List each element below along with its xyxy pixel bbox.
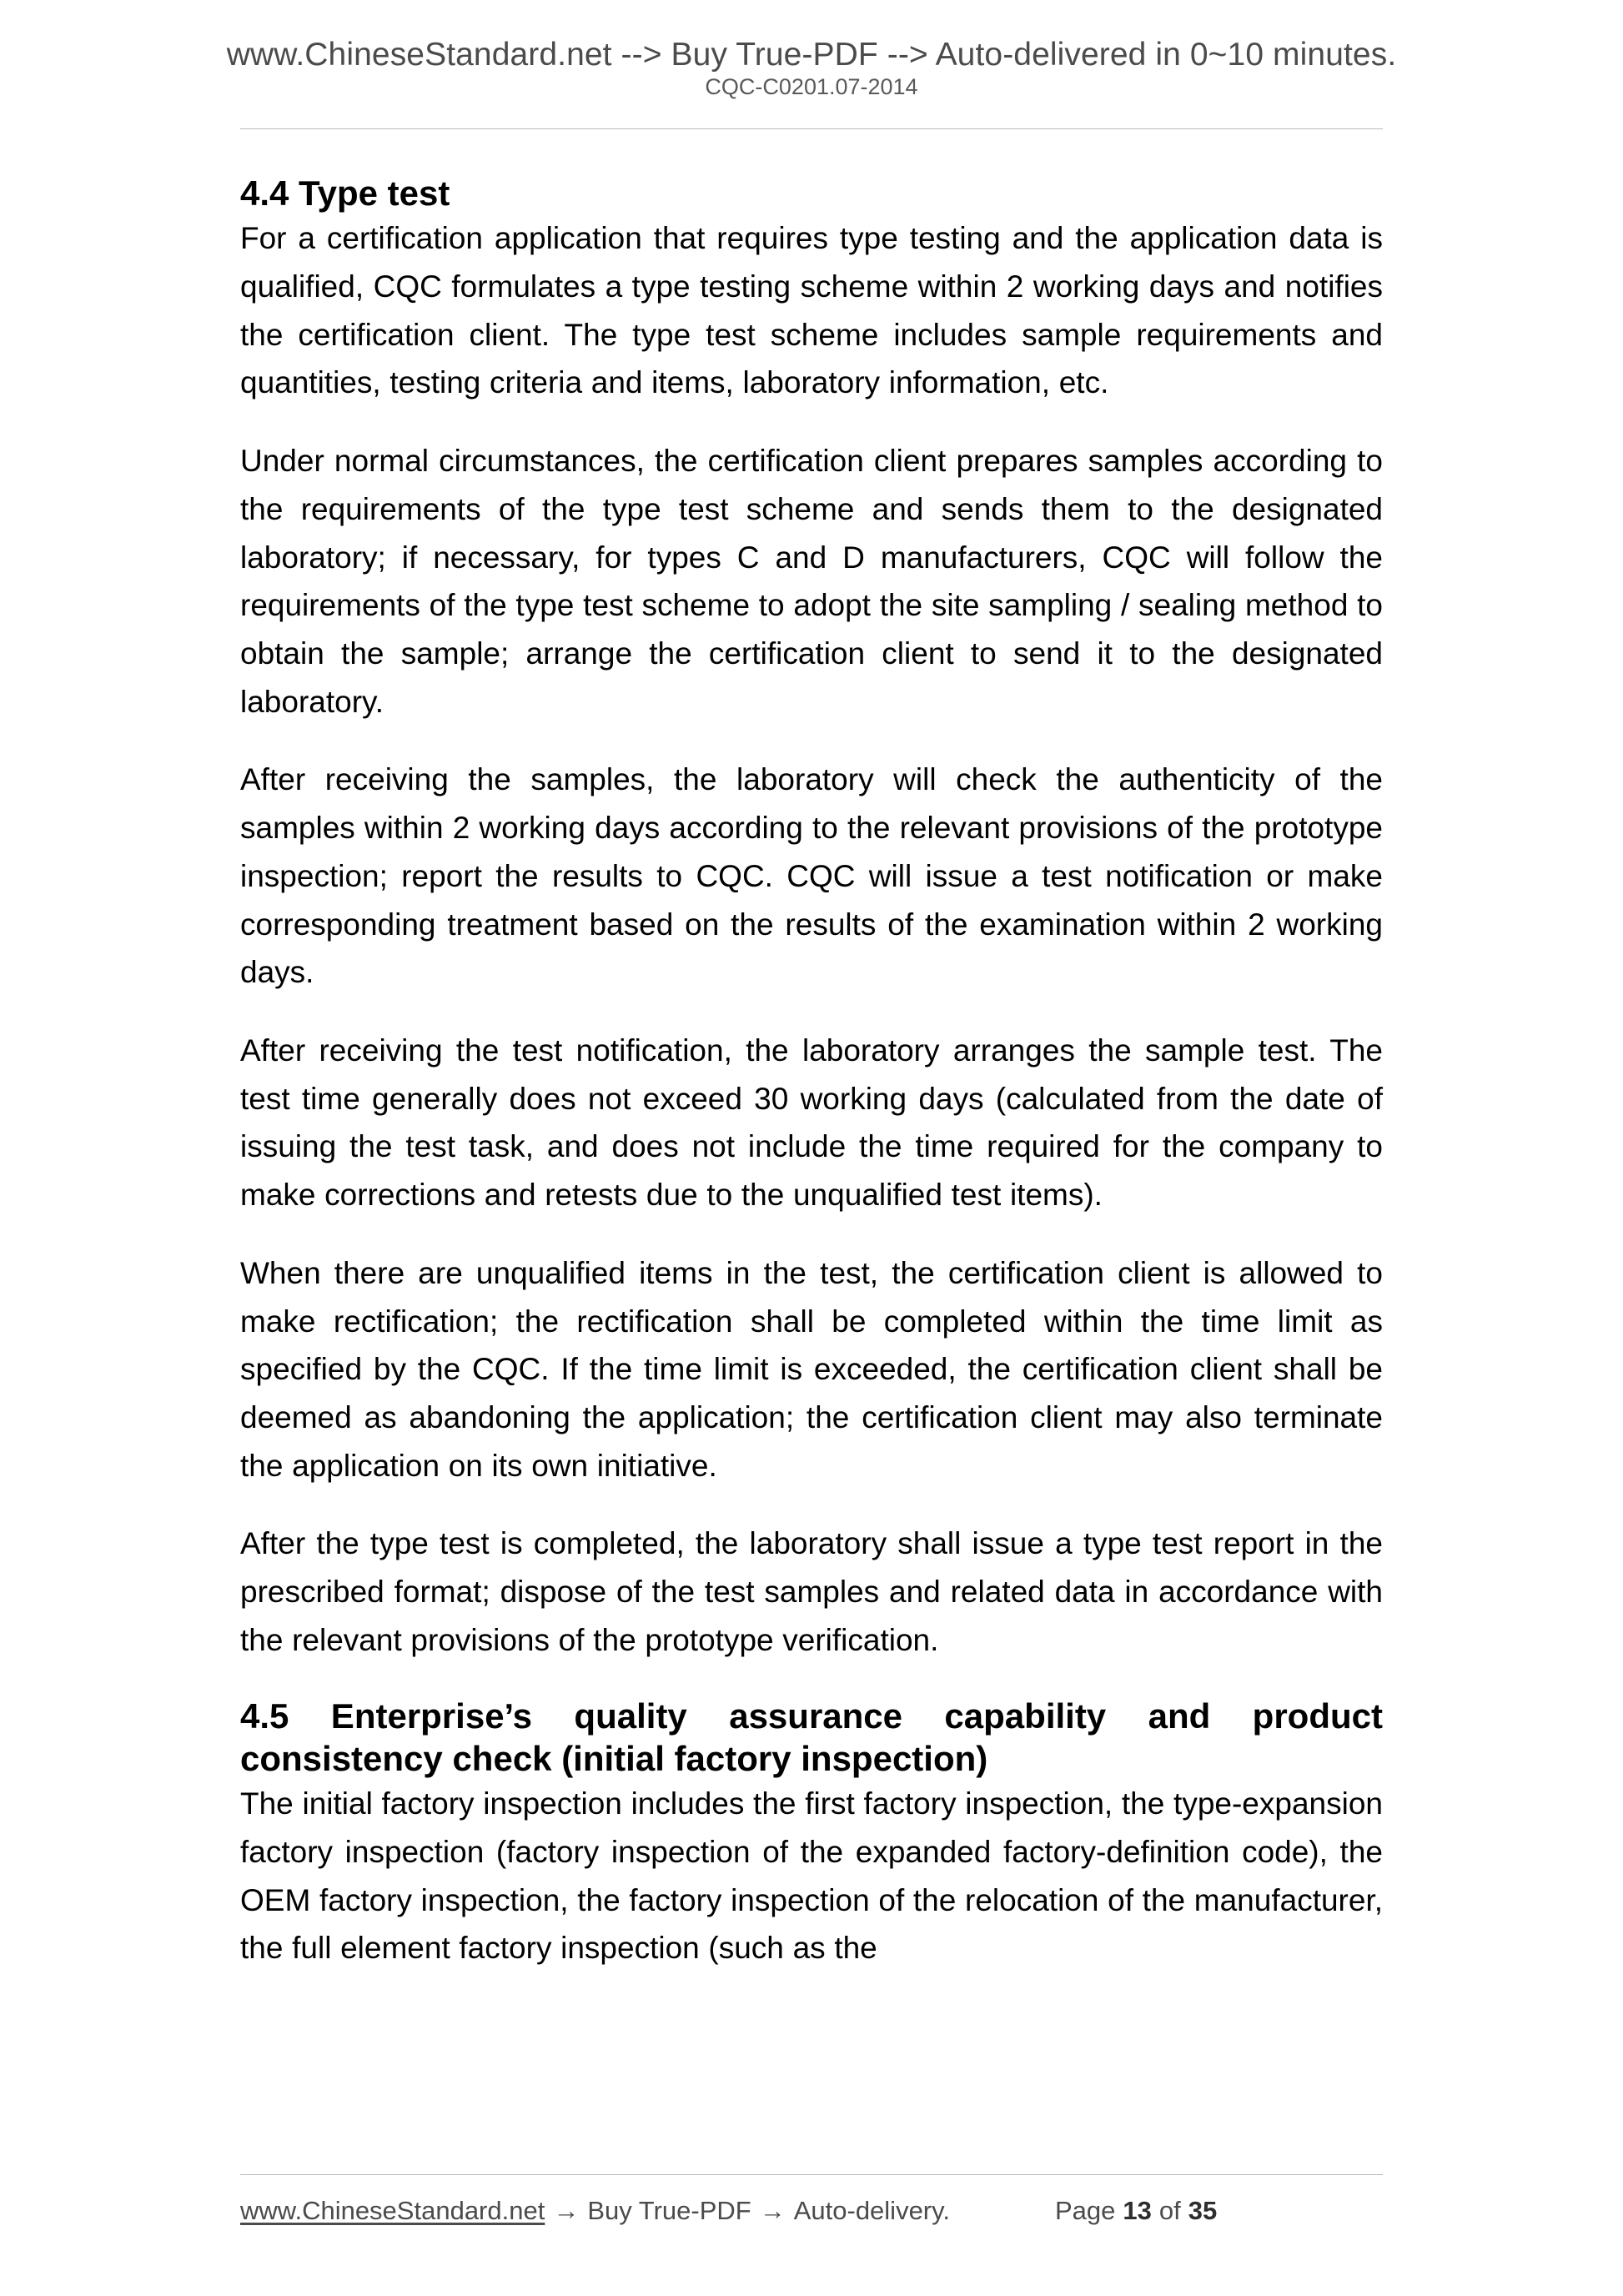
paragraph: For a certification application that requires type testing and the application data is qualified, CQC formulates a type testing scheme within 2 working days and notifies the certification client. The type test scheme includes sample requirements and quantities, testing criteria and items, laboratory information, etc. bbox=[240, 221, 1383, 400]
paragraph: Under normal circumstances, the certification client prepares samples according to the requirements of the type test scheme and sends them to the designated laboratory; if necessary, for types C and D manufacturers, CQC will follow the requirements of the type test scheme to adopt the site sampling / sealing method to obtain the sample; arrange the certification client to send it to the designated laboratory. bbox=[240, 444, 1383, 719]
paragraph: After receiving the samples, the laboratory will check the authenticity of the samples within 2 working days according to the relevant provisions of the prototype inspection; report the results to CQC. CQC will issue a test notification or make corresponding treatment based on the results of the examination within 2 working days. bbox=[240, 762, 1383, 990]
paragraph: After the type test is completed, the laboratory shall issue a type test report in the prescribed format; dispose of the test samples and related data in accordance with the relevant provisions of the prototype verification. bbox=[240, 1526, 1383, 1657]
paragraph: The initial factory inspection includes the first factory inspection, the type-expansion factory inspection (factory inspection of the expanded factory-definition code), the OEM factory inspection, the factory inspection of the relocation of the manufacturer, the full element factory inspection (such as the bbox=[240, 1786, 1384, 1966]
footer-row bbox=[240, 2195, 1383, 2226]
page-number: 13 bbox=[1123, 2195, 1152, 2225]
footer-buy-text: Buy True-PDF bbox=[587, 2195, 751, 2225]
page-label: Page bbox=[1054, 2195, 1116, 2225]
section-heading-4-4: 4.4 Type test bbox=[240, 173, 450, 213]
footer-divider bbox=[240, 2174, 1383, 2175]
header-promo-text: www.ChineseStandard.net --> Buy True-PDF --> Auto-delivered in 0~10 minutes. bbox=[226, 37, 1397, 73]
paragraph: After receiving the test notification, the laboratory arranges the sample test. The test time generally does not exceed 30 working days (calculated from the date of issuing the test task, and does not include the time required for the company to make corrections and retests due to the unqualified test items). bbox=[240, 1033, 1383, 1213]
arrow-right-icon: → bbox=[759, 2195, 786, 2225]
footer-delivery-text: Auto-delivery. bbox=[793, 2195, 950, 2225]
footer-page-info bbox=[1055, 2195, 1217, 2226]
page-header bbox=[0, 0, 1623, 98]
of-label: of bbox=[1158, 2195, 1181, 2225]
document-body bbox=[240, 172, 1383, 1972]
header-divider bbox=[240, 128, 1383, 129]
arrow-right-icon: → bbox=[553, 2195, 580, 2225]
paragraph: When there are unqualified items in the test, the certification client is allowed to make rectification; the rectification shall be completed within the time limit as specified by the CQC. If the time limit is exceeded, the certification client shall be deemed as abandoning the application; the certification client may also terminate the application on its own initiative. bbox=[240, 1255, 1383, 1483]
footer-website-link[interactable]: www.ChineseStandard.net bbox=[240, 2195, 545, 2225]
total-pages: 35 bbox=[1188, 2195, 1218, 2225]
page-footer bbox=[240, 2174, 1383, 2226]
header-standard-number: CQC-C0201.07-2014 bbox=[705, 74, 918, 99]
section-heading-4-5: 4.5 Enterprise’s quality assurance capability and product consistency check (initial factory inspection) bbox=[240, 1696, 1383, 1778]
